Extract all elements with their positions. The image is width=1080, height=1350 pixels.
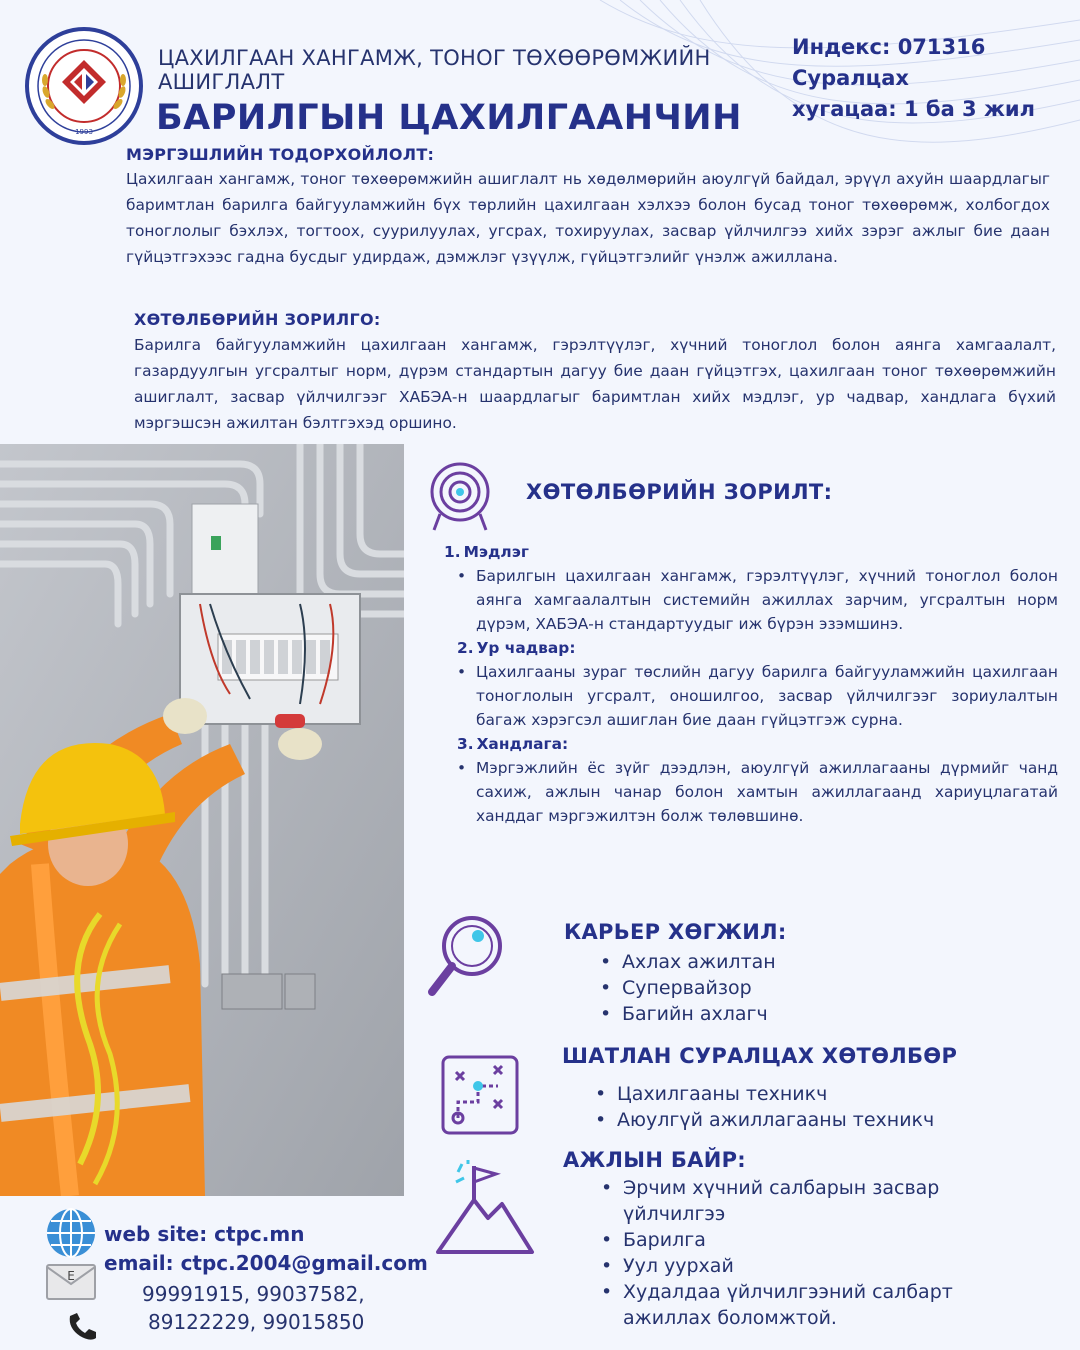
college-logo bbox=[24, 26, 144, 146]
list-item: • Уул уурхай bbox=[599, 1253, 1039, 1279]
magnifier-icon bbox=[426, 912, 506, 1000]
phone-numbers bbox=[142, 1280, 365, 1336]
list-item: • Эрчим хүчний салбарын засвар үйлчилгээ bbox=[599, 1175, 1039, 1227]
objective-head bbox=[444, 540, 1058, 564]
envelope-icon bbox=[46, 1264, 96, 1300]
program-title: БАРИЛГЫН ЦАХИЛГААНЧИН bbox=[156, 98, 742, 138]
objective-head bbox=[444, 732, 1058, 756]
list-item: • Ахлах ажилтан bbox=[598, 949, 776, 975]
objective-text: • Барилгын цахилгаан хангамж, гэрэлтүүлэг, хүчний тоноглол болон аянга хамгаалалтын системийн ажиллах зарчим, угсралтын норм дүрэм, ХАБЭА-н стандартуудыг иж бүрэн эзэмшинэ. bbox=[444, 564, 1058, 636]
logo-year: 1993 bbox=[75, 128, 93, 136]
ladder-title: ШАТЛАН СУРАЛЦАХ ХӨТӨЛБӨР bbox=[562, 1044, 958, 1068]
objective-text: • Цахилгааны зураг төслийн дагуу барилга байгууламжийн цахилгаан тоноглолын угсралт, оношилгоо, засвар үйлчилгээг зориулалтын багаж хэрэгсэл ашиглан бие даан гүйцэтгэж сурна. bbox=[444, 660, 1058, 732]
electrician-photo bbox=[0, 444, 404, 1196]
purpose-title: ХӨТӨЛБӨРИЙН ЗОРИЛГО: bbox=[134, 310, 381, 329]
objective-number: 1. bbox=[444, 543, 461, 561]
email-link[interactable]: email: ctpc.2004@gmail.com bbox=[104, 1251, 428, 1275]
objectives-list bbox=[444, 540, 1058, 828]
objective-heading: Ур чадвар: bbox=[476, 639, 576, 657]
list-item: • Супервайзор bbox=[598, 975, 776, 1001]
objectives-title: ХӨТӨЛБӨРИЙН ЗОРИЛТ: bbox=[526, 480, 833, 504]
objective-heading: Хандлага: bbox=[476, 735, 569, 753]
objective-heading: Мэдлэг bbox=[463, 543, 529, 561]
target-icon bbox=[428, 462, 492, 532]
list-item: • Худалдаа үйлчилгээний салбарт ажиллах боломжтой. bbox=[599, 1279, 1039, 1331]
list-item: • Барилга bbox=[599, 1227, 1039, 1253]
workplace-list bbox=[599, 1175, 1039, 1331]
index-line: Индекс: 071316 bbox=[792, 35, 986, 59]
definition-text: Цахилгаан хангамж, тоног төхөөрөмжийн ашиглалт нь хөдөлмөрийн аюулгүй байдал, эрүүл ахуйн шаардлагыг баримтлан барилга байгууламжийн бүх төрлийн цахилгаан хэлхээ болон бусад тоног төхөөрөмж, холбогдох тоноглолыг бэхлэх, тогтоох, суурилуулах, угсрах, тохируулах, засвар үйлчилгээ хийх зэрэг ажлыг бие даан гүйцэтгэхээс гадна бусдыг удирдаж, дэмжлэг үзүүлж, гүйцэтгэлийг үнэлж ажиллана. bbox=[126, 170, 1050, 266]
duration-line-2: хугацаа: 1 ба 3 жил bbox=[792, 97, 1035, 121]
phone-line-1: 99991915, 99037582, bbox=[142, 1282, 365, 1306]
list-item: • Аюулгүй ажиллагааны техникч bbox=[593, 1107, 934, 1133]
mountain-flag-icon bbox=[434, 1160, 536, 1256]
list-item: • Цахилгааны техникч bbox=[593, 1081, 934, 1107]
definition-title: МЭРГЭШЛИЙН ТОДОРХОЙЛОЛТ: bbox=[126, 145, 435, 164]
program-subtitle: ЦАХИЛГААН ХАНГАМЖ, ТОНОГ ТӨХӨӨРӨМЖИЙН АШИГЛАЛТ bbox=[158, 46, 711, 94]
objective-number: 2. bbox=[457, 639, 474, 657]
index-duration-box bbox=[792, 32, 1062, 125]
career-list bbox=[598, 949, 776, 1027]
objective-text: • Мэргэжлийн ёс зүйг дээдлэн, аюулгүй ажиллагааны дүрмийг чанд сахиж, ажлын чанар болон хамтын ажиллагаанд хариуцлагатай ханддаг мэргэжилтэн болж төлөвшинө. bbox=[444, 756, 1058, 828]
roadmap-icon bbox=[440, 1054, 520, 1136]
ladder-list bbox=[593, 1081, 934, 1133]
svg-text:E: E bbox=[67, 1269, 75, 1283]
objective-number: 3. bbox=[457, 735, 474, 753]
list-item: • Багийн ахлагч bbox=[598, 1001, 776, 1027]
career-title: КАРЬЕР ХӨГЖИЛ: bbox=[564, 920, 787, 944]
website-link[interactable]: web site: ctpc.mn bbox=[104, 1222, 305, 1246]
globe-icon bbox=[44, 1206, 98, 1260]
workplace-title: АЖЛЫН БАЙР: bbox=[563, 1148, 746, 1172]
objective-head bbox=[444, 636, 1058, 660]
duration-line-1: Суралцах bbox=[792, 66, 909, 90]
purpose-text: Барилга байгууламжийн цахилгаан хангамж, гэрэлтүүлэг, хүчний тоноглол болон аянга хамгаалалт, газардуулгын угсралтыг норм, дүрэм стандартын дагуу бие даан гүйцэтгэх, цахилгаан тоног төхөөрөмжийн ашиглалт, засвар үйлчилгээг ХАБЭА-н шаардлагыг баримтлан хийх мэдлэг, ур чадвар, хандлага бүхий мэргэшсэн ажилтан бэлтгэхэд оршино. bbox=[134, 336, 1056, 432]
phone-icon bbox=[66, 1312, 100, 1342]
phone-line-2: 89122229, 99015850 bbox=[148, 1310, 365, 1334]
